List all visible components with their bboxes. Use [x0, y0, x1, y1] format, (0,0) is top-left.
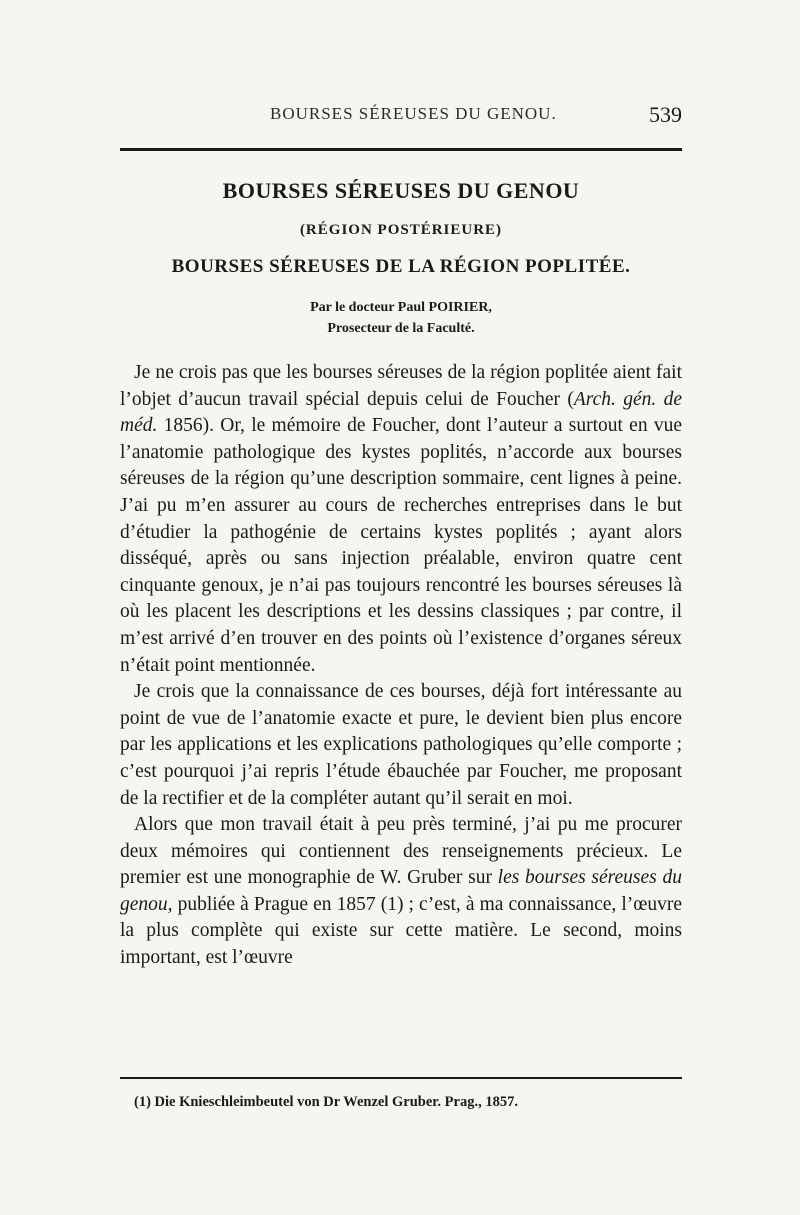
citation: les bourses séreuses du genou,	[120, 867, 682, 915]
running-title: BOURSES SÉREUSES DU GENOU.	[270, 104, 557, 123]
paragraph-text: 1856). Or, le mémoire de Foucher, dont l’auteur a surtout en vue l’anatomie pathologique des kystes poplités, n’accorde aux bourses séreuses de la région qu’une description sommaire, cent lignes à peine. J’ai pu m’en assurer au cours de recherches entreprises dans le but d’étudier la pathogénie de certains kystes poplités ; ayant alors disséqué, après ou sans injection préalable, environ quatre cent cinquante genoux, je n’ai pas toujours rencontré les bourses séreuses là où les placent les descriptions et les dessins classiques ; par contre, il m’est arrivé d’en trouver en des points où l’existence d’organes séreux n’était point mentionnée.	[120, 415, 682, 676]
paragraph: Je crois que la connaissance de ces bourses, déjà fort intéressante au point de vue de l’anatomie exacte et pure, le devient bien plus encore par les applications et les explications pathologiques qu’elle comporte ; c’est pourquoi j’ai repris l’étude ébauchée par Foucher, me proposant de la rectifier et de la compléter autant qu’il serait en moi.	[120, 681, 682, 809]
author-line: Par le docteur Paul POIRIER,	[310, 300, 492, 315]
author-role: Prosecteur de la Faculté.	[327, 321, 475, 336]
footnote: (1) Die Knieschleimbeutel von Dr Wenzel Gruber. Prag., 1857.	[134, 1094, 518, 1110]
citation: Arch. gén. de méd.	[120, 388, 682, 437]
header-rule	[120, 148, 682, 151]
paragraph	[120, 360, 682, 679]
paragraph	[120, 812, 682, 972]
article-subtitle: (RÉGION POSTÉRIEURE)	[299, 222, 503, 238]
paragraph-text: Je ne crois pas que les bourses séreuses de la région poplitée aient fait l’objet d’aucun travail spécial depuis celui de Foucher (	[120, 362, 682, 410]
footnote-rule	[120, 1077, 682, 1079]
running-header	[120, 104, 682, 132]
article-title: BOURSES SÉREUSES DU GENOU	[222, 178, 580, 203]
section-title: BOURSES SÉREUSES DE LA RÉGION POPLITÉE.	[171, 256, 631, 277]
author-block	[120, 297, 682, 339]
article-body	[120, 360, 682, 972]
page-number: 539	[649, 102, 682, 127]
paragraph-text: Alors que mon travail était à peu près terminé, j’ai pu me procurer deux mémoires qui contiennent des renseignements précieux. Le premier est une monographie de W. Gruber sur	[120, 814, 682, 889]
paragraph-text: publiée à Prague en 1857 (1) ; c’est, à ma connaissance, l’œuvre la plus complète qui existe sur cette matière. Le second, moins important, est l’œuvre	[120, 893, 682, 969]
